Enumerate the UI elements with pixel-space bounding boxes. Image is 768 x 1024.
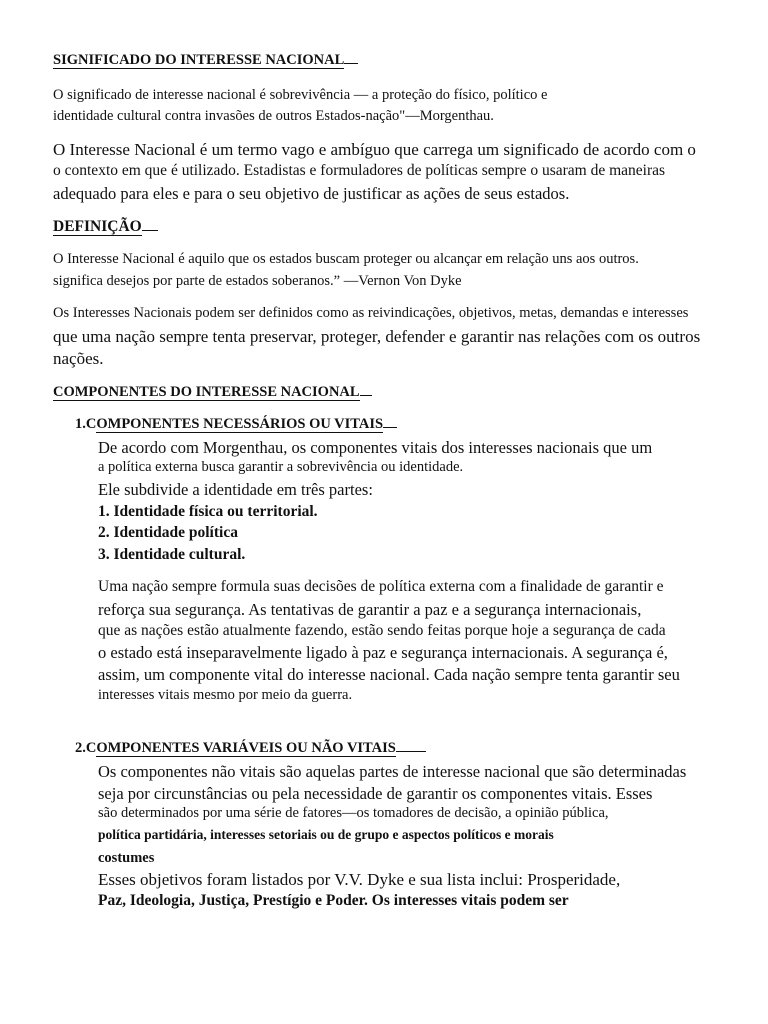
heading-definicao-text: DEFINIÇÃO [53, 218, 142, 235]
heading-significado-text: SIGNIFICADO DO INTERESSE NACIONAL [53, 52, 345, 68]
subheading-text: OMPONENTES NECESSÁRIOS OU VITAIS [96, 416, 384, 432]
subheading-number: 2.C [75, 740, 97, 756]
heading-componentes [53, 384, 372, 401]
heading-underline-tail [360, 395, 372, 396]
heading-definicao [53, 218, 158, 236]
paragraph-line: política partidária, interesses setoriais ou de grupo e aspectos políticos e morais [98, 827, 554, 842]
paragraph-line: identidade cultural contra invasões de outros Estados-nação"—Morgenthau. [53, 108, 494, 124]
paragraph-line: o contexto em que é utilizado. Estadistas e formuladores de políticas sempre o usaram de maneiras [53, 162, 666, 179]
list-item: 3. Identidade cultural. [98, 546, 246, 563]
heading-componentes-text: COMPONENTES DO INTERESSE NACIONAL [53, 384, 360, 400]
paragraph-line: Uma nação sempre formula suas decisões de política externa com a finalidade de garantir e [98, 578, 664, 595]
paragraph-line: Os Interesses Nacionais podem ser definidos como as reivindicações, objetivos, metas, demandas e interesses [53, 305, 689, 321]
subheading-nao-vitais [75, 740, 426, 757]
paragraph-line: Ele subdivide a identidade em três partes: [98, 480, 373, 499]
paragraph-line: Paz, Ideologia, Justiça, Prestígio e Poder. Os interesses vitais podem ser [98, 892, 569, 909]
paragraph-line: interesses vitais mesmo por meio da guerra. [98, 687, 353, 703]
list-item: 2. Identidade política [98, 524, 238, 541]
subheading-number: 1.C [75, 416, 97, 432]
paragraph-line: nações. [53, 349, 104, 368]
heading-underline-tail [396, 751, 426, 752]
paragraph-line: que uma nação sempre tenta preservar, proteger, defender e garantir nas relações com os outros [53, 327, 701, 346]
heading-underline-tail [383, 427, 397, 428]
paragraph-line: significa desejos por parte de estados soberanos.” —Vernon Von Dyke [53, 273, 462, 289]
paragraph-line: costumes [98, 850, 155, 866]
paragraph-line: O Interesse Nacional é um termo vago e ambíguo que carrega um significado de acordo com o [53, 140, 696, 159]
subheading-vitais [75, 416, 397, 433]
heading-underline-tail [142, 230, 158, 231]
paragraph-line: que as nações estão atualmente fazendo, estão sendo feitas porque hoje a segurança de cada [98, 622, 666, 639]
paragraph-line: seja por circunstâncias ou pela necessidade de garantir os componentes vitais. Esses [98, 784, 653, 803]
paragraph-line: O Interesse Nacional é aquilo que os estados buscam proteger ou alcançar em relação uns aos outros. [53, 251, 639, 267]
paragraph-line: De acordo com Morgenthau, os componentes vitais dos interesses nacionais que um [98, 438, 653, 457]
heading-underline-tail [344, 63, 358, 64]
paragraph-line: reforça sua segurança. As tentativas de garantir a paz e a segurança internacionais, [98, 600, 642, 619]
paragraph-line: adequado para eles e para o seu objetivo de justificar as ações de seus estados. [53, 184, 570, 203]
paragraph-line: são determinados por uma série de fatores—os tomadores de decisão, a opinião pública, [98, 805, 609, 821]
paragraph-line: Esses objetivos foram listados por V.V. Dyke e sua lista inclui: Prosperidade, [98, 870, 621, 889]
heading-significado [53, 52, 358, 69]
list-item: 1. Identidade física ou territorial. [98, 503, 318, 520]
subheading-text: OMPONENTES VARIÁVEIS OU NÃO VITAIS [96, 740, 396, 756]
paragraph-line: O significado de interesse nacional é sobrevivência — a proteção do físico, político e [53, 87, 548, 103]
paragraph-line: o estado está inseparavelmente ligado à paz e segurança internacionais. A segurança é, [98, 643, 668, 662]
paragraph-line: assim, um componente vital do interesse nacional. Cada nação sempre tenta garantir seu [98, 665, 680, 684]
paragraph-line: a política externa busca garantir a sobrevivência ou identidade. [98, 459, 464, 475]
paragraph-line: Os componentes não vitais são aquelas partes de interesse nacional que são determinadas [98, 762, 687, 781]
